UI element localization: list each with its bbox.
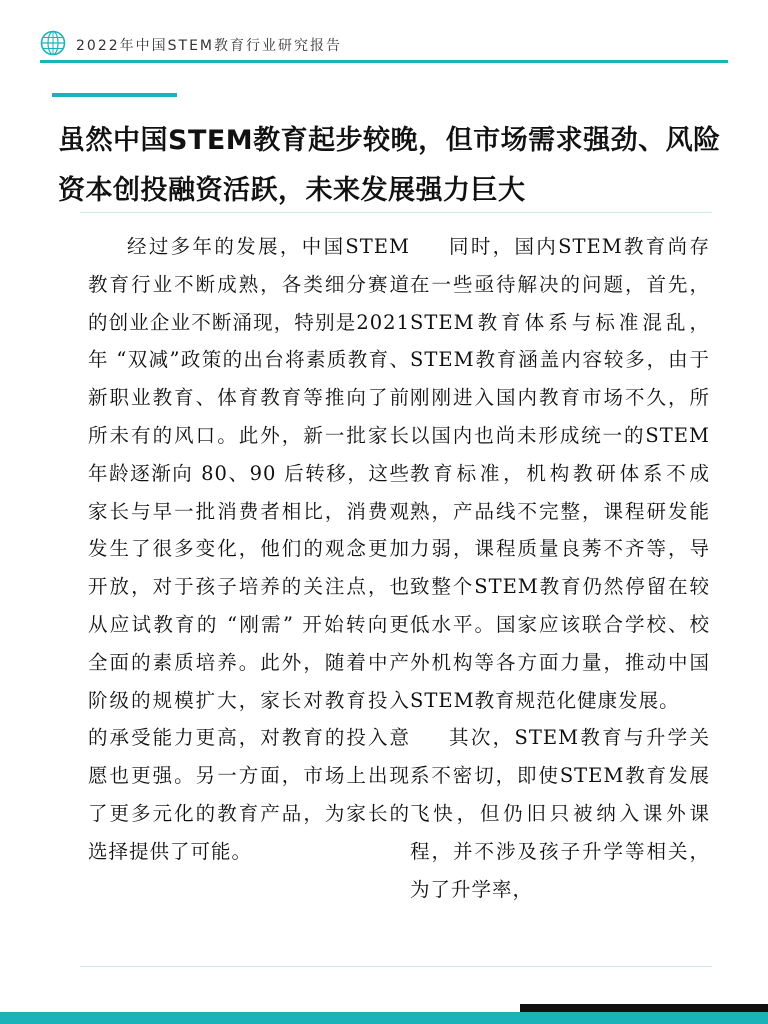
- paragraph: 同时，国内STEM教育尚存在一些亟待解决的问题，首先，STEM教育体系与标准混乱，STEM教育涵盖内容较多，由于刚刚进入国内教育市场不久，所以国内也尚未形成统一的STEM教育标准，机构教研体系不成熟，产品线不完整，课程研发能力弱，课程质量良莠不齐等，导致整个STEM教育仍然停留在较低水平。国家应该联合学校、校外机构等各方面力量，推动中国STEM教育规范化健康发展。: [410, 235, 710, 712]
- globe-icon: [40, 30, 66, 56]
- page-header: [40, 28, 728, 60]
- bottom-divider: [80, 966, 712, 967]
- paragraph: 经过多年的发展，中国STEM教育行业不断成熟，各类细分赛道的创业企业不断涌现，特别是2021年 “双减”政策的出台将素质教育、新职业教育、体育教育等推向了前所未有的风口。此外，新一批家长年龄逐渐向 80、90 后转移，这些家长与早一批消费者相比，消费观发生了很多变化，他们的观念更加开放，对于孩子培养的关注点，也从应试教育的 “刚需” 开始转向更全面的素质培养。此外，随着中产阶级的规模扩大，家长对教育投入的承受能力更高，对教育的投入意愿也更强。另一方面，市场上出现了更多元化的教育产品，为家长的选择提供了可能。: [88, 235, 410, 863]
- title-divider: [80, 212, 712, 213]
- footer-black-bar: [520, 1004, 768, 1012]
- title-accent-bar: [52, 93, 177, 97]
- right-column: [410, 228, 710, 908]
- report-title: 2022年中国STEM教育行业研究报告: [76, 38, 342, 54]
- article-title: 虽然中国STEM教育起步较晚，但市场需求强劲、风险资本创投融资活跃，未来发展强力巨大: [58, 125, 721, 206]
- footer-accent-bar: [0, 1012, 768, 1024]
- header-divider: [40, 60, 728, 63]
- left-column: [88, 228, 410, 871]
- paragraph: 其次，STEM教育与升学关系不密切，即使STEM教育发展飞快，但仍旧只被纳入课外课程，并不涉及孩子升学等相关，为了升学率，: [410, 726, 710, 901]
